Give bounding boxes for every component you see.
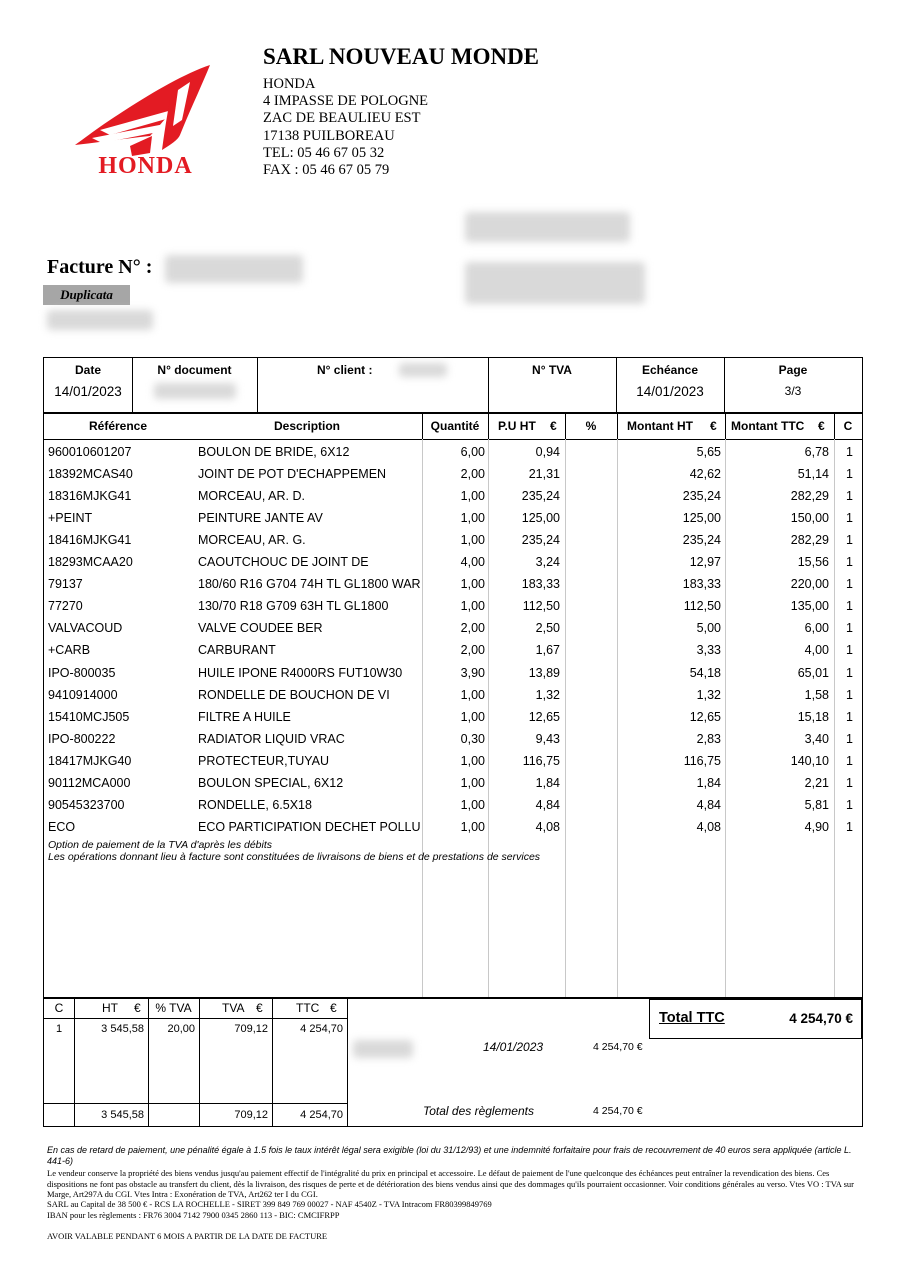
row-unit-price: 3,24 — [535, 555, 560, 570]
echeance-label: Echéance — [641, 363, 699, 377]
row-quantity: 1,00 — [460, 533, 485, 548]
table-row — [44, 617, 862, 639]
row-montant-ht: 42,62 — [689, 467, 721, 482]
row-unit-price: 235,24 — [521, 533, 560, 548]
row-quantity: 2,00 — [460, 621, 485, 636]
row-description: ECO PARTICIPATION DECHET POLLU — [198, 819, 421, 834]
sum-ht-total: 3 545,58 — [101, 1109, 144, 1121]
row-description: 180/60 R16 G704 74H TL GL1800 WAR — [198, 577, 421, 592]
row-reference: VALVACOUD — [48, 621, 123, 636]
row-description: MORCEAU, AR. G. — [198, 533, 306, 548]
table-row — [44, 639, 862, 661]
row-unit-price: 0,94 — [535, 445, 560, 459]
echeance-value: 14/01/2023 — [636, 384, 704, 399]
footer-property: Le vendeur conserve la propriété des biens vendus jusqu'au paiement effectif de l'intégralité du prix en principal et accessoire. Le défaut de paiement de l'une quelconque des échéances peut entraîner la revendication des biens. Ces dispositions ne font pas obstacle au transfert du client, dès la livraison, des risques de perte et de détérioration des biens vendus ainsi que des dommages qu'ils pourraient occasionner. Voir conditions générales au verso. Vtes VO : TVA sur Marge, Art297A du CGI. Vtes Intra : Exonération de TVA, Art262 ter I du CGI. — [47, 1168, 854, 1199]
row-quantity: 2,00 — [460, 643, 485, 658]
row-c: 1 — [846, 489, 853, 504]
date-label: Date — [74, 363, 101, 377]
client-cell — [257, 358, 488, 412]
row-c: 1 — [846, 599, 853, 614]
honda-logo — [70, 60, 220, 185]
row-montant-ht: 4,84 — [696, 797, 721, 812]
row-montant-ht: 183,33 — [682, 577, 721, 592]
row-c: 1 — [846, 577, 853, 592]
row-description: PROTECTEUR,TUYAU — [198, 753, 330, 768]
table-row — [44, 507, 862, 529]
sum-col-ht: HT € — [102, 1001, 141, 1015]
row-c: 1 — [846, 467, 853, 482]
tva-cell — [488, 358, 616, 412]
row-quantity: 2,00 — [460, 467, 485, 482]
row-c: 1 — [846, 797, 853, 812]
table-row — [44, 772, 862, 794]
table-row — [44, 463, 862, 485]
redacted-client-name — [465, 212, 630, 242]
row-description: PEINTURE JANTE AV — [198, 511, 323, 526]
row-unit-price: 1,84 — [535, 775, 560, 790]
row-c: 1 — [846, 643, 853, 658]
row-description: FILTRE A HUILE — [198, 709, 291, 724]
row-c: 1 — [846, 555, 853, 570]
company-phone: TEL: 05 46 67 05 32 — [263, 145, 385, 161]
row-quantity: 1,00 — [460, 753, 485, 768]
row-quantity: 3,90 — [460, 665, 485, 680]
row-quantity: 1,00 — [460, 797, 485, 812]
row-montant-ht: 3,33 — [696, 643, 721, 658]
row-unit-price: 12,65 — [528, 709, 560, 724]
total-ttc-value: 4 254,70 € — [789, 1011, 853, 1026]
row-montant-ttc: 135,00 — [790, 599, 829, 614]
row-c: 1 — [846, 445, 853, 459]
row-description: RONDELLE DE BOUCHON DE VI — [198, 687, 390, 702]
payment-amount: 4 254,70 € — [593, 1041, 643, 1053]
table-row — [44, 728, 862, 750]
col-puht: P.U HT € — [488, 414, 565, 440]
row-c: 1 — [846, 511, 853, 526]
row-c: 1 — [846, 731, 853, 746]
table-row — [44, 706, 862, 728]
document-label: N° document — [157, 363, 232, 377]
row-montant-ht: 5,00 — [696, 621, 721, 636]
page-label: Page — [778, 363, 808, 377]
row-unit-price: 1,67 — [535, 643, 560, 658]
table-row — [44, 529, 862, 551]
row-quantity: 4,00 — [460, 555, 485, 570]
sum-tva-value: 709,12 — [234, 1023, 268, 1035]
table-row — [44, 794, 862, 816]
row-unit-price: 4,84 — [535, 797, 560, 812]
row-reference: 90112MCA000 — [48, 775, 131, 790]
row-reference: 960010601207 — [48, 445, 132, 459]
row-reference: +CARB — [48, 643, 91, 658]
row-description: BOULON SPECIAL, 6X12 — [198, 775, 344, 790]
footer-iban: IBAN pour les règlements : FR76 3004 7142 7900 0345 2860 113 - BIC: CMCIFRPP — [47, 1210, 340, 1220]
row-unit-price: 9,43 — [535, 731, 560, 746]
duplicata-badge: Duplicata — [43, 285, 130, 305]
row-montant-ttc: 6,00 — [804, 621, 829, 636]
row-montant-ht: 54,18 — [689, 665, 721, 680]
row-unit-price: 116,75 — [522, 753, 560, 768]
row-description: MORCEAU, AR. D. — [198, 489, 305, 504]
invoice-title: Facture N° : — [47, 256, 153, 278]
row-reference: ECO — [48, 819, 76, 834]
row-description: CARBURANT — [198, 643, 276, 658]
row-c: 1 — [846, 753, 853, 768]
row-description: VALVE COUDEE BER — [198, 621, 323, 636]
row-unit-price: 13,89 — [528, 665, 560, 680]
row-montant-ht: 1,84 — [696, 775, 721, 790]
footer-penalty: En cas de retard de paiement, une pénalité égale à 1.5 fois le taux intérêt légal sera exigible (loi du 31/12/93) et une indemnité forfaitaire pour frais de recouvrement de 40 euros sera appliquée (article L. 441-6) — [47, 1145, 852, 1166]
row-quantity: 1,00 — [460, 511, 485, 526]
row-reference: 18417MJKG40 — [48, 753, 132, 768]
page-value: 3/3 — [784, 384, 802, 398]
row-c: 1 — [846, 709, 853, 724]
row-c: 1 — [846, 775, 853, 790]
row-reference: 9410914000 — [48, 687, 118, 702]
row-montant-ttc: 15,56 — [797, 555, 829, 570]
invoice-header-table — [43, 357, 863, 413]
row-montant-ttc: 282,29 — [790, 533, 829, 548]
table-row — [44, 441, 862, 463]
company-address-1: 4 IMPASSE DE POLOGNE — [263, 93, 429, 109]
echeance-cell — [616, 358, 724, 412]
table-row — [44, 485, 862, 507]
col-reference: Référence Description — [44, 414, 422, 440]
redacted-invoice-number — [165, 255, 303, 283]
sum-c-value: 1 — [56, 1023, 63, 1035]
row-description: RONDELLE, 6.5X18 — [198, 797, 312, 812]
row-c: 1 — [846, 533, 853, 548]
table-row — [44, 662, 862, 684]
row-reference: 18293MCAA20 — [48, 555, 133, 570]
sum-tva-pct-value: 20,00 — [167, 1023, 195, 1035]
row-montant-ht: 235,24 — [682, 489, 721, 504]
row-reference: 90545323700 — [48, 797, 125, 812]
tva-label: N° TVA — [532, 363, 572, 377]
row-unit-price: 183,33 — [521, 577, 560, 592]
col-description: Description — [274, 419, 341, 433]
row-montant-ttc: 5,81 — [804, 797, 829, 812]
note-tva: Option de paiement de la TVA d'après les débits — [48, 839, 273, 851]
row-unit-price: 112,50 — [522, 599, 560, 614]
col-quantite: Quantité — [422, 414, 488, 440]
row-reference: IPO-800222 — [48, 731, 116, 746]
row-unit-price: 21,31 — [528, 467, 560, 482]
row-montant-ttc: 150,00 — [790, 511, 829, 526]
total-ttc-label: Total TTC — [659, 1010, 725, 1026]
redacted-payment-method — [353, 1040, 413, 1058]
row-unit-price: 2,50 — [535, 621, 560, 636]
sum-ttc-total: 4 254,70 — [300, 1109, 343, 1121]
company-address-2: ZAC DE BEAULIEU EST — [263, 110, 421, 126]
row-montant-ht: 12,65 — [689, 709, 721, 724]
row-montant-ttc: 4,00 — [804, 643, 829, 658]
row-c: 1 — [846, 819, 853, 834]
row-c: 1 — [846, 665, 853, 680]
sum-ht-value: 3 545,58 — [101, 1023, 144, 1035]
total-reglements-label: Total des règlements — [423, 1104, 534, 1118]
row-montant-ht: 235,24 — [682, 533, 721, 548]
row-montant-ttc: 51,14 — [797, 467, 829, 482]
row-description: JOINT DE POT D'ECHAPPEMEN — [198, 467, 387, 482]
payment-date: 14/01/2023 — [483, 1040, 544, 1054]
page-cell — [724, 358, 862, 412]
row-montant-ht: 116,75 — [683, 753, 721, 768]
row-c: 1 — [846, 621, 853, 636]
row-description: BOULON DE BRIDE, 6X12 — [198, 445, 350, 459]
row-montant-ht: 12,97 — [689, 555, 721, 570]
logo-text: HONDA — [98, 153, 193, 179]
company-city: 17138 PUILBOREAU — [263, 128, 395, 144]
sum-col-ttc: TTC € — [296, 1001, 337, 1015]
redacted-client-number — [399, 363, 447, 377]
row-description: HUILE IPONE R4000RS FUT10W30 — [198, 665, 403, 680]
date-value: 14/01/2023 — [54, 384, 122, 399]
row-montant-ht: 112,50 — [683, 599, 721, 614]
row-reference: IPO-800035 — [48, 665, 116, 680]
row-description: 130/70 R18 G709 63H TL GL1800 — [198, 599, 389, 614]
row-unit-price: 1,32 — [535, 687, 560, 702]
row-quantity: 1,00 — [460, 687, 485, 702]
total-reglements-value: 4 254,70 € — [593, 1105, 643, 1117]
row-montant-ttc: 282,29 — [790, 489, 829, 504]
total-ttc-box — [649, 999, 862, 1039]
row-quantity: 6,00 — [460, 445, 485, 459]
redacted-document-number — [154, 383, 236, 399]
row-montant-ht: 5,65 — [696, 445, 721, 459]
row-montant-ttc: 6,78 — [804, 445, 829, 459]
company-brand: HONDA — [263, 76, 316, 92]
row-quantity: 1,00 — [460, 577, 485, 592]
table-row — [44, 750, 862, 772]
row-description: RADIATOR LIQUID VRAC — [198, 731, 345, 746]
row-montant-ttc: 2,21 — [804, 775, 829, 790]
table-row — [44, 551, 862, 573]
items-table — [43, 413, 863, 999]
sum-col-c: C — [54, 1001, 64, 1015]
col-percent: % — [565, 414, 617, 440]
company-fax: FAX : 05 46 67 05 79 — [263, 162, 390, 178]
row-quantity: 0,30 — [460, 731, 485, 746]
table-row — [44, 573, 862, 595]
row-montant-ttc: 1,58 — [804, 687, 829, 702]
row-reference: +PEINT — [48, 511, 93, 526]
note-operations: Les opérations donnant lieu à facture sont constituées de livraisons de biens et de prestations de services — [48, 851, 541, 863]
row-montant-ttc: 65,01 — [797, 665, 829, 680]
row-unit-price: 125,00 — [521, 511, 560, 526]
row-montant-ht: 4,08 — [696, 819, 721, 834]
row-unit-price: 235,24 — [521, 489, 560, 504]
row-reference: 18316MJKG41 — [48, 489, 132, 504]
sum-ttc-value: 4 254,70 — [300, 1023, 343, 1035]
row-montant-ht: 125,00 — [682, 511, 721, 526]
col-montant-ttc: Montant TTC € — [725, 414, 834, 440]
row-reference: 15410MCJ505 — [48, 709, 130, 724]
row-montant-ttc: 3,40 — [804, 731, 829, 746]
redacted-client-address — [465, 262, 645, 304]
row-quantity: 1,00 — [460, 709, 485, 724]
row-reference: 79137 — [48, 577, 83, 592]
row-reference: 77270 — [48, 599, 83, 614]
row-reference: 18416MJKG41 — [48, 533, 132, 548]
sum-tva-total: 709,12 — [234, 1109, 268, 1121]
row-montant-ttc: 220,00 — [790, 577, 829, 592]
table-row — [44, 816, 862, 838]
row-reference: 18392MCAS40 — [48, 467, 133, 482]
col-c: C — [834, 414, 862, 440]
table-row — [44, 595, 862, 617]
company-name: SARL NOUVEAU MONDE — [263, 44, 540, 69]
table-row — [44, 684, 862, 706]
row-quantity: 1,00 — [460, 599, 485, 614]
footer-capital: SARL au Capital de 38 500 € - RCS LA ROCHELLE - SIRET 399 849 769 00027 - NAF 4540Z - TVA Intracom FR80399849769 — [47, 1199, 492, 1209]
sum-col-tva-pct: % TVA — [155, 1001, 192, 1015]
redacted-info — [47, 310, 153, 330]
row-montant-ttc: 140,10 — [790, 753, 829, 768]
client-label: N° client : — [317, 363, 373, 377]
footer-avoir: AVOIR VALABLE PENDANT 6 MOIS A PARTIR DE LA DATE DE FACTURE — [47, 1231, 328, 1241]
date-cell — [44, 358, 132, 412]
row-c: 1 — [846, 687, 853, 702]
row-unit-price: 4,08 — [535, 819, 560, 834]
document-cell — [132, 358, 257, 412]
row-quantity: 1,00 — [460, 775, 485, 790]
row-montant-ht: 1,32 — [696, 687, 721, 702]
row-montant-ttc: 15,18 — [797, 709, 829, 724]
sum-col-tva: TVA € — [222, 1001, 263, 1015]
row-montant-ttc: 4,90 — [804, 819, 829, 834]
row-description: CAOUTCHOUC DE JOINT DE — [198, 555, 369, 570]
row-quantity: 1,00 — [460, 489, 485, 504]
row-quantity: 1,00 — [460, 819, 485, 834]
row-montant-ht: 2,83 — [696, 731, 721, 746]
col-montant-ht: Montant HT € — [617, 414, 725, 440]
